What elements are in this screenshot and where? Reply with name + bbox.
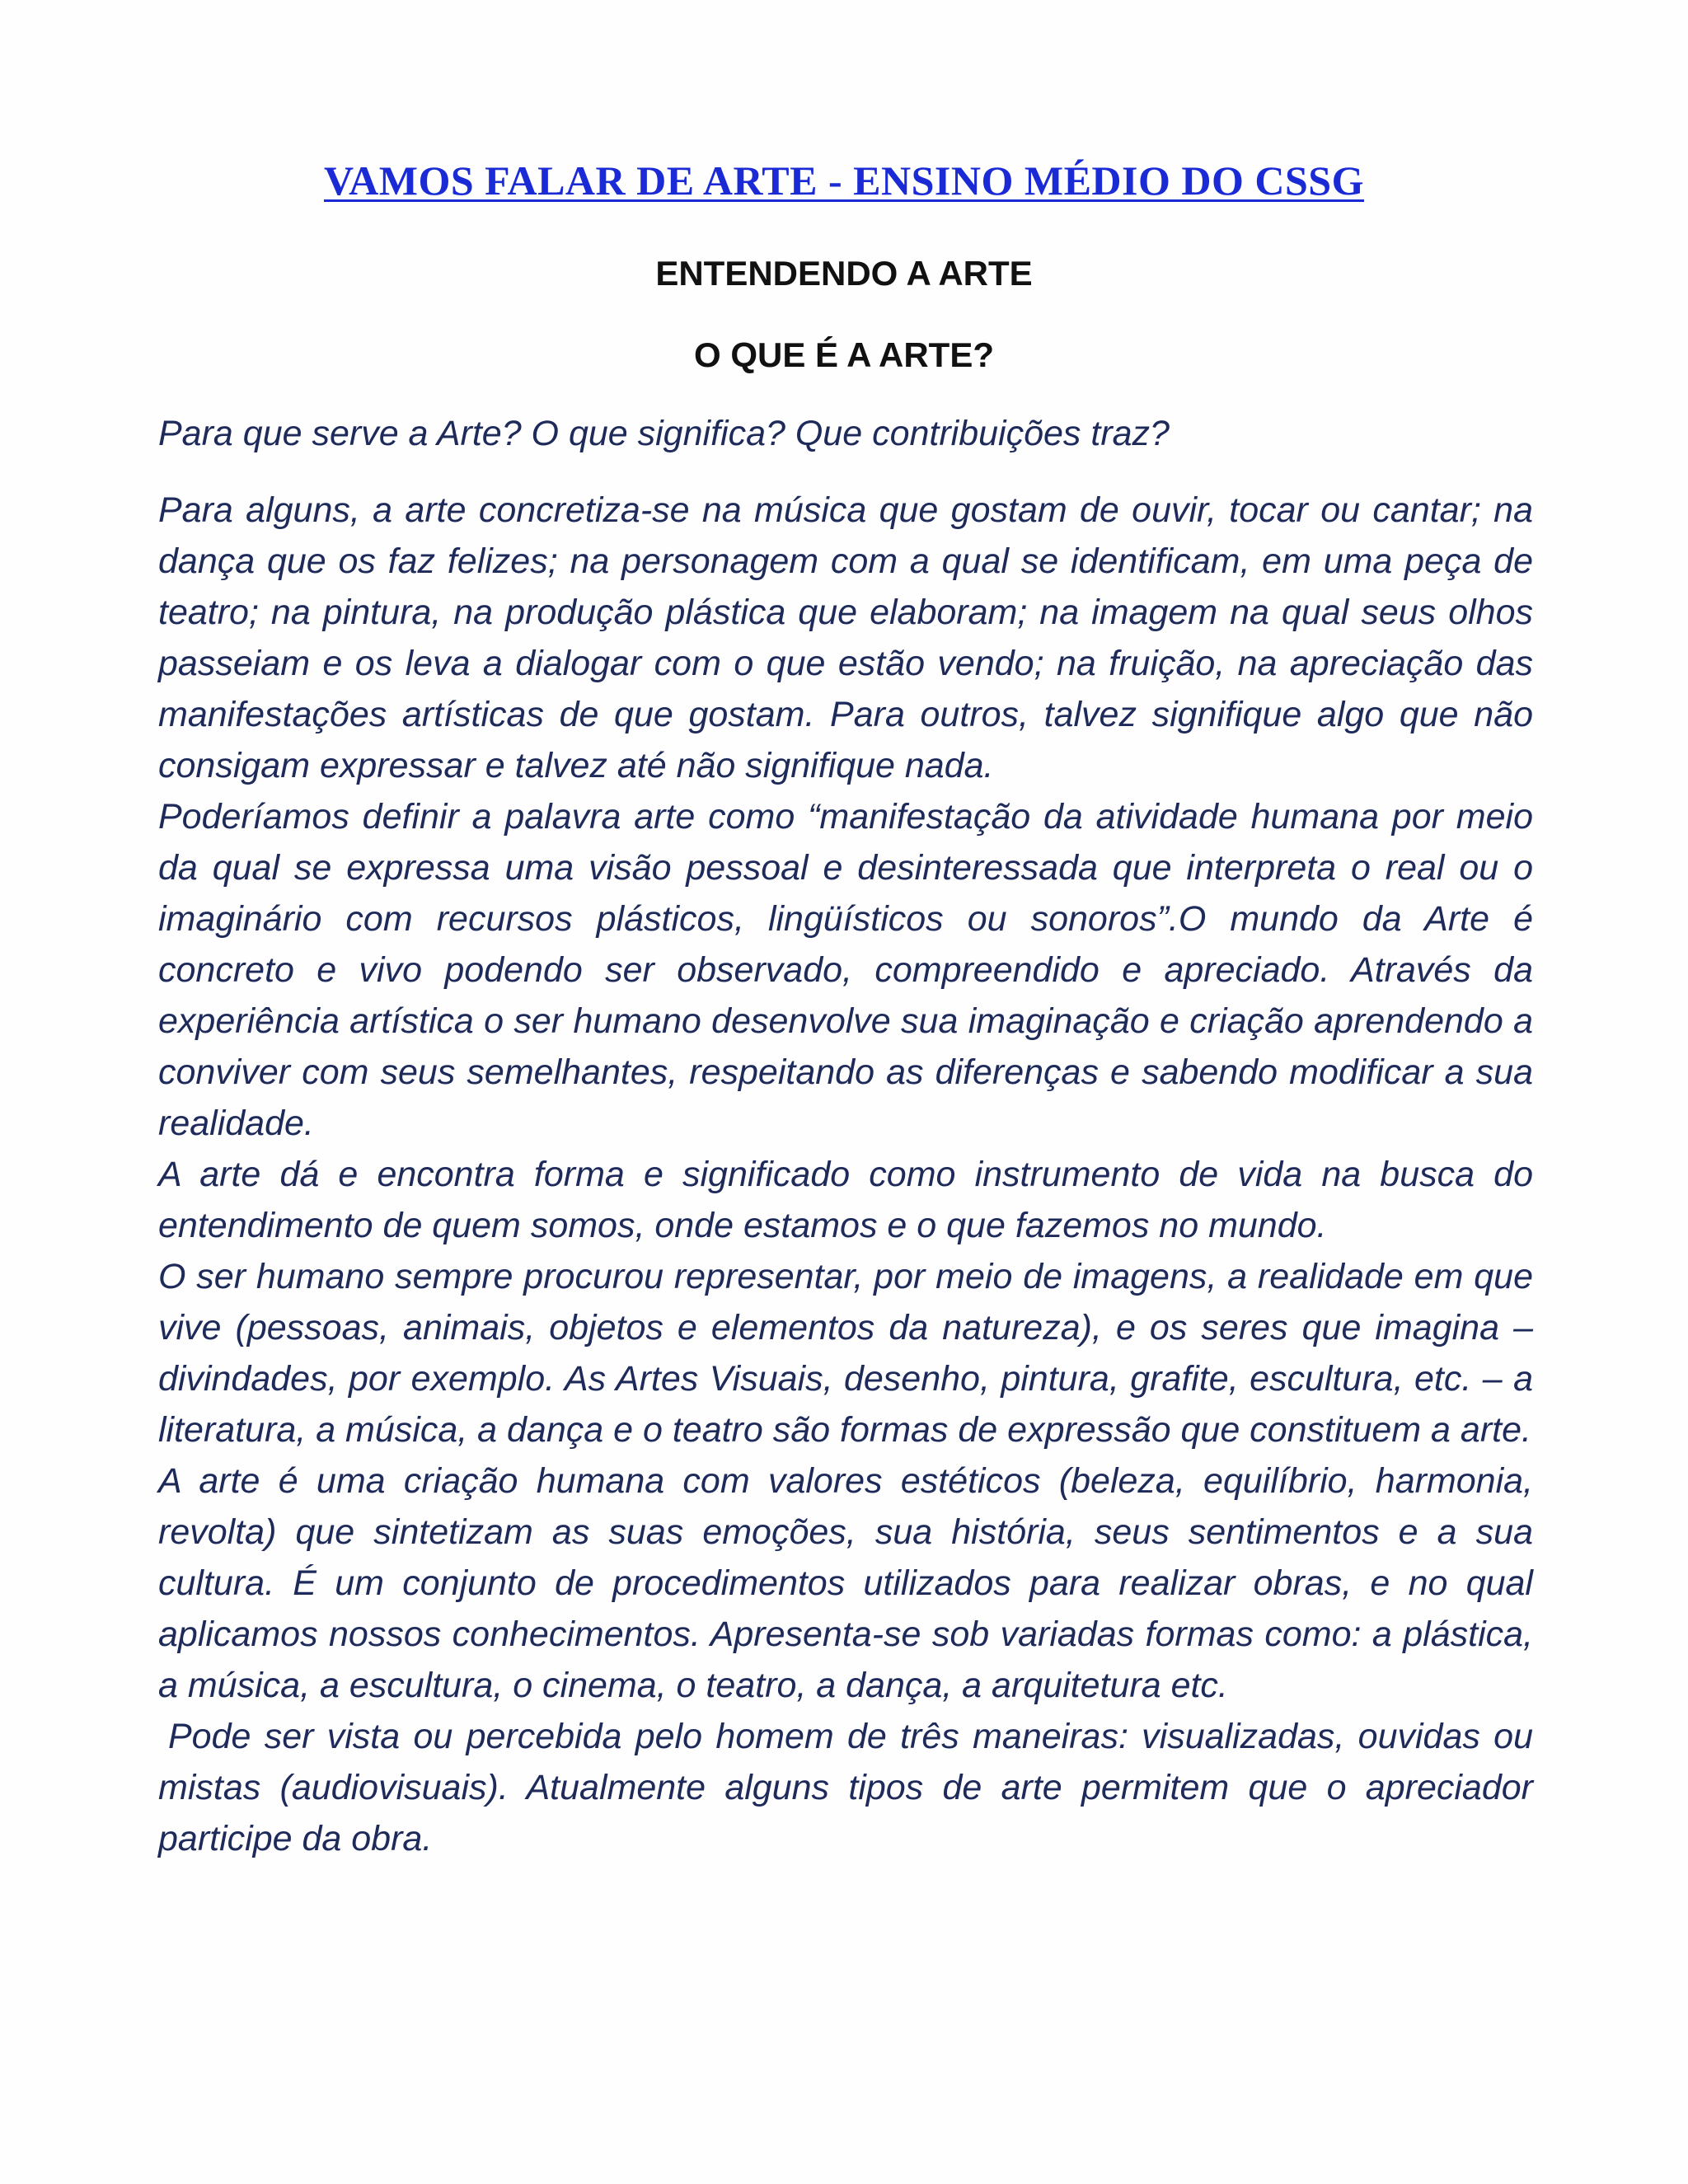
intro-question: Para que serve a Arte? O que significa? Que contribuições traz? — [158, 414, 1170, 453]
document-title: VAMOS FALAR DE ARTE - ENSINO MÉDIO DO CSSG — [323, 157, 1364, 204]
paragraph-6: Pode ser vista ou percebida pelo homem de três maneiras: visualizadas, ouvidas ou mistas (audiovisuais). Atualmente alguns tipos de arte permitem que o apreciador participe da obra. — [158, 1717, 1533, 1858]
paragraph-2: Poderíamos definir a palavra arte como “manifestação da atividade humana por meio da qual se expressa uma visão pessoal e desinteressada que interpreta o real ou o imaginário com recursos plásticos, lingüísticos ou sonoros”.O mundo da Arte é concreto e vivo podendo ser observado, compreendido e apreciado. Através da experiência artística o ser humano desenvolve sua imaginação e criação aprendendo a conviver com seus semelhantes, respeitando as diferenças e sabendo modificar a sua realidade. — [158, 797, 1533, 1143]
article-body — [158, 485, 1533, 1864]
section-subheading: O QUE É A ARTE? — [693, 335, 994, 374]
paragraph-4: O ser humano sempre procurou representar, por meio de imagens, a realidade em que vive (pessoas, animais, objetos e elementos da natureza), e os seres que imagina – divindades, por exemplo. As Artes Visuais, desenho, pintura, grafite, escultura, etc. – a literatura, a música, a dança e o teatro são formas de expressão que constituem a arte. — [158, 1257, 1533, 1450]
section-heading: ENTENDENDO A ARTE — [655, 254, 1033, 293]
paragraph-5: A arte é uma criação humana com valores estéticos (beleza, equilíbrio, harmonia, revolta) que sintetizam as suas emoções, sua história, seus sentimentos e a sua cultura. É um conjunto de procedimentos utilizados para realizar obras, e no qual aplicamos nossos conhecimentos. Apresenta-se sob variadas formas como: a plástica, a música, a escultura, o cinema, o teatro, a dança, a arquitetura etc. — [158, 1461, 1533, 1705]
paragraph-3: A arte dá e encontra forma e significado como instrumento de vida na busca do entendimento de quem somos, onde estamos e o que fazemos no mundo. — [158, 1155, 1533, 1245]
paragraph-1: Para alguns, a arte concretiza-se na música que gostam de ouvir, tocar ou cantar; na dança que os faz felizes; na personagem com a qual se identificam, em uma peça de teatro; na pintura, na produção plástica que elaboram; na imagem na qual seus olhos passeiam e os leva a dialogar com o que estão vendo; na fruição, na apreciação das manifestações artísticas de que gostam. Para outros, talvez signifique algo que não consigam expressar e talvez até não signifique nada. — [158, 490, 1533, 785]
